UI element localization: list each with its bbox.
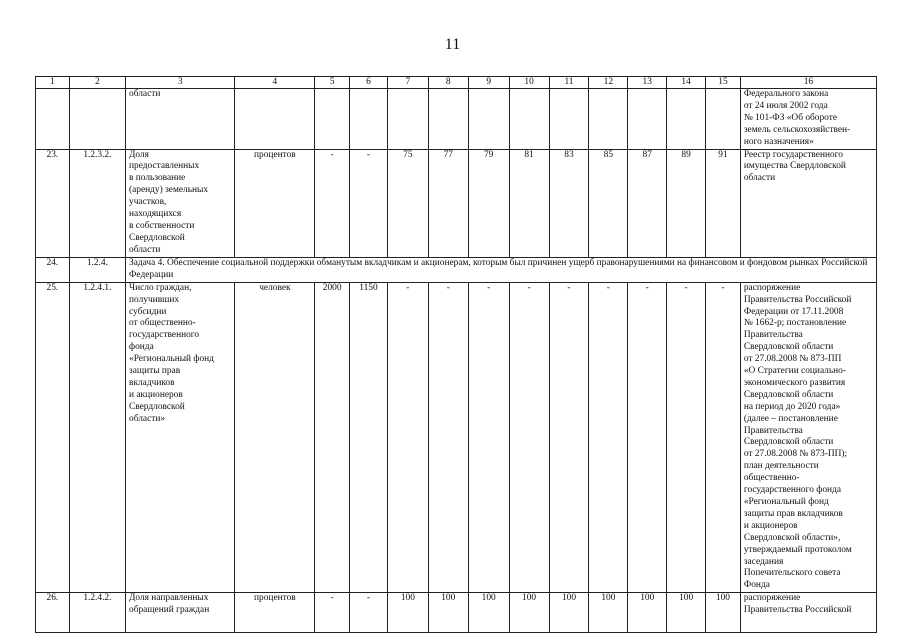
row-number: 25. bbox=[36, 282, 70, 593]
year-value: 100 bbox=[549, 593, 589, 633]
table-row bbox=[36, 257, 877, 282]
column-number: 14 bbox=[667, 77, 706, 89]
value-col6: 1150 bbox=[350, 282, 388, 593]
year-value: - bbox=[628, 282, 667, 593]
year-value: 87 bbox=[628, 149, 667, 257]
page-number: 11 bbox=[444, 36, 461, 53]
row-number: 26. bbox=[36, 593, 70, 633]
year-value: - bbox=[667, 282, 706, 593]
year-value: 100 bbox=[628, 593, 667, 633]
column-number: 1 bbox=[36, 77, 70, 89]
year-value: 100 bbox=[509, 593, 549, 633]
unit: процентов bbox=[235, 149, 315, 257]
indicator-name: Доля направленных обращений граждан bbox=[126, 593, 235, 633]
table-row bbox=[36, 593, 877, 633]
column-number: 15 bbox=[706, 77, 741, 89]
table-row bbox=[36, 282, 877, 593]
year-value: - bbox=[509, 282, 549, 593]
column-number: 13 bbox=[628, 77, 667, 89]
source-document: Реестр государственного имущества Свердловской области bbox=[740, 149, 876, 257]
source-document: распоряжение Правительства Российской bbox=[740, 593, 876, 633]
year-value: 75 bbox=[387, 149, 428, 257]
row-number: 23. bbox=[36, 149, 70, 257]
indicator-name: Доля предоставленных в пользование (аренду) земельных участков, находящихся в собственности Свердловской области bbox=[126, 149, 235, 257]
column-number: 6 bbox=[350, 77, 388, 89]
column-number-row bbox=[36, 77, 877, 89]
column-number: 16 bbox=[740, 77, 876, 89]
year-value: 89 bbox=[667, 149, 706, 257]
column-number: 8 bbox=[428, 77, 468, 89]
year-value: 100 bbox=[706, 593, 741, 633]
year-value: 77 bbox=[428, 149, 468, 257]
year-value: - bbox=[549, 282, 589, 593]
task-description: Задача 4. Обеспечение социальной поддержки обманутым вкладчикам и акционерам, которым был причинен ущерб правонарушениями на финансовом и фондовом рынках Российской Федерации bbox=[126, 257, 877, 282]
indicator-name: области bbox=[126, 89, 235, 150]
column-number: 11 bbox=[549, 77, 589, 89]
column-number: 9 bbox=[468, 77, 509, 89]
column-number: 3 bbox=[126, 77, 235, 89]
indicator-name: Число граждан, получивших субсидии от общественно- государственного фонда «Региональный фонд защиты прав вкладчиков и акционеров Свердловской области» bbox=[126, 282, 235, 593]
year-value: 100 bbox=[667, 593, 706, 633]
column-number: 12 bbox=[589, 77, 628, 89]
year-value: - bbox=[589, 282, 628, 593]
year-value: 81 bbox=[509, 149, 549, 257]
year-value: 79 bbox=[468, 149, 509, 257]
column-number: 4 bbox=[235, 77, 315, 89]
indicator-code: 1.2.3.2. bbox=[69, 149, 125, 257]
year-value: - bbox=[706, 282, 741, 593]
table-row bbox=[36, 89, 877, 150]
table-row bbox=[36, 149, 877, 257]
year-value: - bbox=[387, 282, 428, 593]
value-col5: 2000 bbox=[315, 282, 350, 593]
indicators-table bbox=[35, 76, 877, 633]
source-document: распоряжение Правительства Российской Федерации от 17.11.2008 № 1662-р; постановление Правительства Свердловской области от 27.08.2008 № 873-ПП «О Стратегии социально- экономического развития Свердловской области на период до 2020 года» (далее – постановление Правительства Свердловской области от 27.08.2008 № 873-ПП); план деятельности общественно- государственного фонда «Региональный фонд защиты прав вкладчиков и акционеров Свердловской области», утверждаемый протоколом заседания Попечительского совета Фонда bbox=[740, 282, 876, 593]
column-number: 10 bbox=[509, 77, 549, 89]
year-value: - bbox=[468, 282, 509, 593]
row-number: 24. bbox=[36, 257, 70, 282]
year-value: 100 bbox=[387, 593, 428, 633]
year-value: 91 bbox=[706, 149, 741, 257]
unit: процентов bbox=[235, 593, 315, 633]
column-number: 7 bbox=[387, 77, 428, 89]
column-number: 2 bbox=[69, 77, 125, 89]
year-value: 100 bbox=[428, 593, 468, 633]
year-value: 85 bbox=[589, 149, 628, 257]
value-col6: - bbox=[350, 149, 388, 257]
source-document: Федерального закона от 24 июля 2002 года № 101-ФЗ «Об обороте земель сельскохозяйствен- ного назначения» bbox=[740, 89, 876, 150]
indicator-code: 1.2.4.2. bbox=[69, 593, 125, 633]
unit: человек bbox=[235, 282, 315, 593]
value-col5: - bbox=[315, 149, 350, 257]
indicator-code: 1.2.4. bbox=[69, 257, 125, 282]
year-value: 100 bbox=[468, 593, 509, 633]
year-value: 83 bbox=[549, 149, 589, 257]
indicator-code: 1.2.4.1. bbox=[69, 282, 125, 593]
year-value: 100 bbox=[589, 593, 628, 633]
value-col5: - bbox=[315, 593, 350, 633]
value-col6: - bbox=[350, 593, 388, 633]
column-number: 5 bbox=[315, 77, 350, 89]
year-value: - bbox=[428, 282, 468, 593]
